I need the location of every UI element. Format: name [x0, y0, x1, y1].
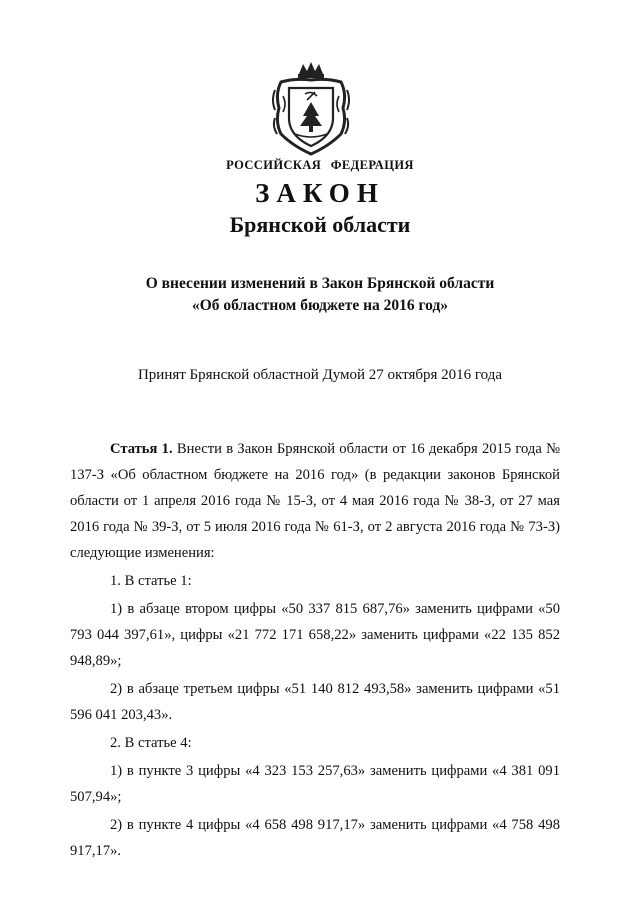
adoption-note: Принят Брянской областной Думой 27 октября 2016 года	[137, 367, 503, 383]
list-item: 2) в пункте 4 цифры «4 658 498 917,17» заменить цифрами «4 758 498 917,17».	[70, 817, 560, 859]
article-paragraph	[70, 436, 560, 566]
region-title: Брянской области	[229, 212, 411, 237]
law-body	[70, 436, 560, 864]
law-subject-line-2: «Об областном бюджете на 2016 год»	[191, 297, 449, 314]
federation-heading: РОССИЙСКАЯ ФЕДЕРАЦИЯ	[226, 158, 414, 172]
article-text: Внести в Закон Брянской области от 16 декабря 2015 года № 137-З «Об областном бюджете на 2016 год» (в редакции законов Брянской области от 1 апреля 2016 года № 15-З, от 4 мая 2016 года № 38-З, от 27 мая 2016 года № 39-З, от 5 июля 2016 года № 61-З, от 2 августа 2016 года № 73-З) следующие изменения:	[70, 441, 561, 561]
law-title: ЗАКОН	[255, 178, 385, 208]
list-item: 1) в абзаце втором цифры «50 337 815 687,76» заменить цифрами «50 793 044 397,61», цифры «21 772 171 658,22» заменить цифрами «22 135 852 948,89»;	[70, 601, 560, 669]
law-subject	[0, 273, 640, 317]
list-item: 1. В статье 1:	[110, 573, 192, 589]
list-item: 2) в абзаце третьем цифры «51 140 812 493,58» заменить цифрами «51 596 041 203,43».	[70, 681, 560, 723]
list-item: 1) в пункте 3 цифры «4 323 153 257,63» заменить цифрами «4 381 091 507,94»;	[70, 763, 560, 805]
law-subject-line-1: О внесении изменений в Закон Брянской области	[145, 275, 495, 292]
article-label: Статья 1.	[110, 441, 173, 457]
list-item: 2. В статье 4:	[110, 735, 192, 751]
coat-of-arms-emblem-icon	[269, 60, 353, 158]
